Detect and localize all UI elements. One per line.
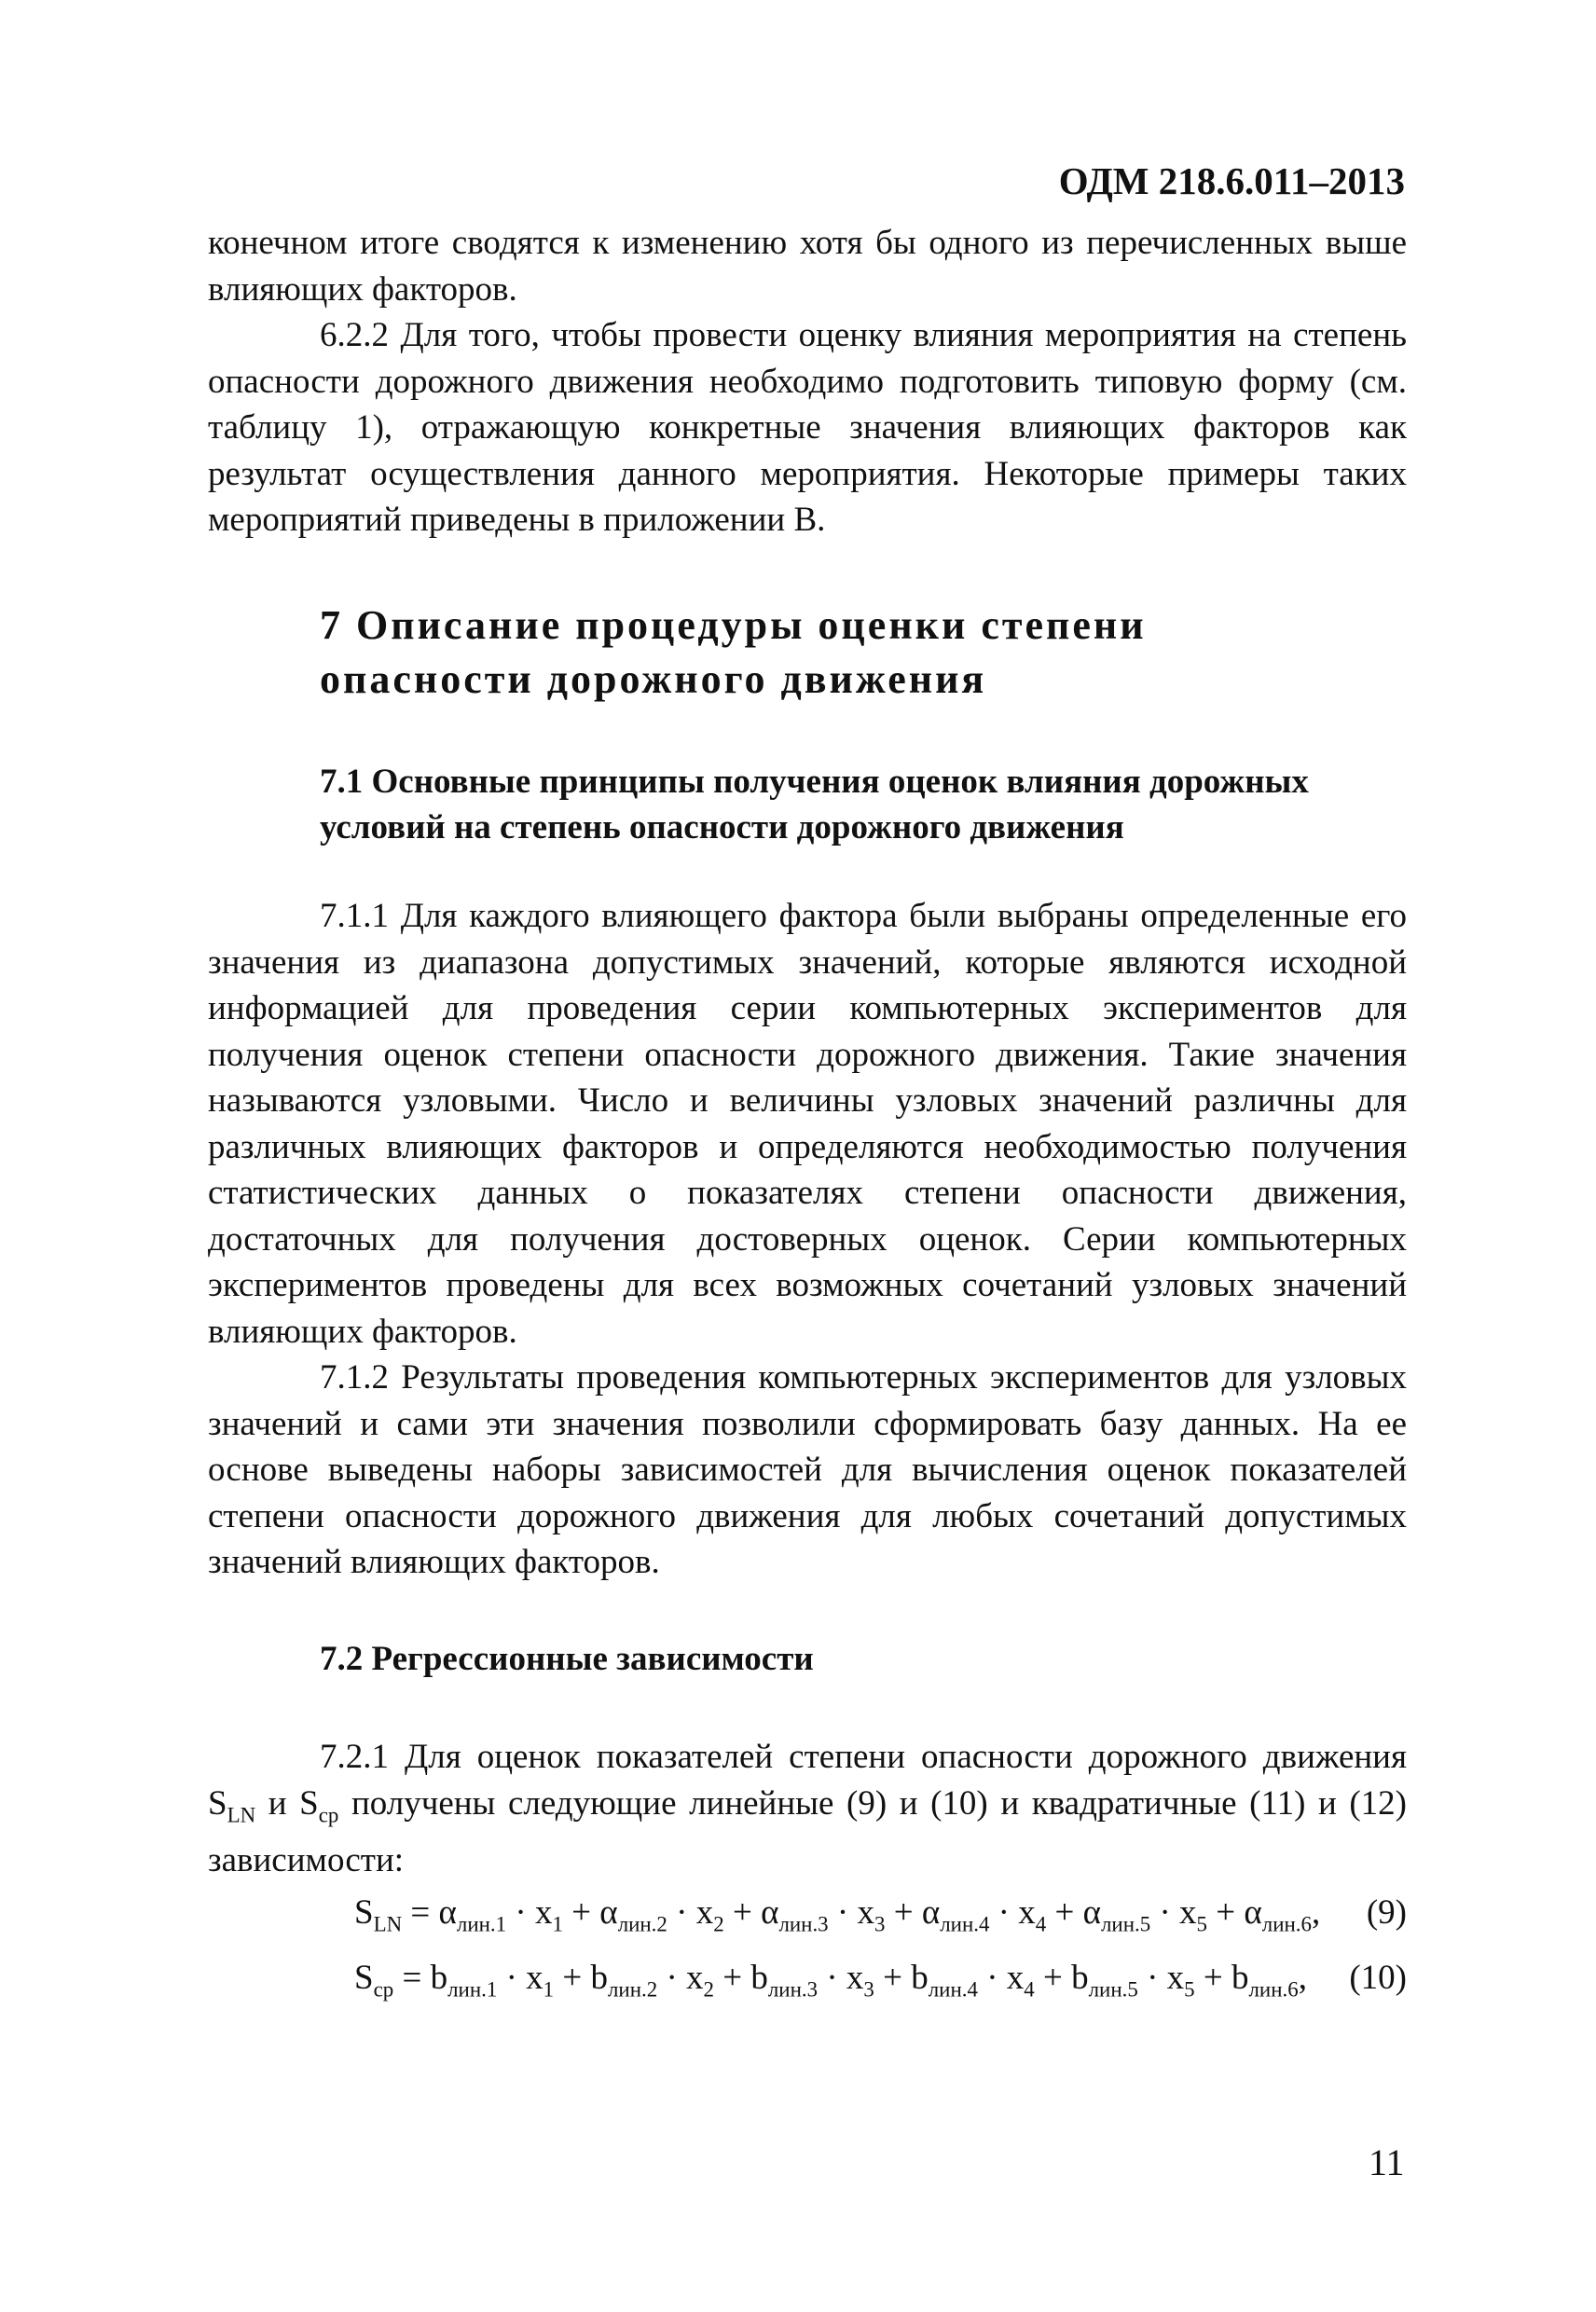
- intro-paragraph-1: конечном итоге сводятся к изменению хотя бы одного из перечисленных выше влияющих факторов.: [208, 224, 1407, 309]
- formula-coefficient-sub: лин.6: [1261, 1912, 1312, 1936]
- formula-coefficient-sub: лин.6: [1248, 1977, 1299, 2002]
- formula-variable-index: 5: [1184, 1977, 1195, 2002]
- formula-variable-index: 2: [713, 1912, 724, 1936]
- formula-coefficient: b: [911, 1959, 929, 1997]
- section-7-2-body: [208, 1734, 1407, 1884]
- formula-coefficient-sub: лин.2: [617, 1912, 667, 1936]
- formula-coefficient: b: [1231, 1959, 1249, 1997]
- section-7-heading-line-2: опасности дорожного движения: [320, 656, 987, 702]
- formula-variable-index: 3: [874, 1912, 886, 1936]
- formula-coefficient: α: [761, 1893, 779, 1932]
- section-7-1-heading: 7.1 Основные принципы получения оценок влияния дорожных условий на степень опасности дорожного движения: [320, 763, 1309, 846]
- formula-coefficient-sub: лин.5: [1100, 1912, 1151, 1936]
- section-7-1-body: [208, 893, 1407, 1586]
- formula-lhs: S: [354, 1893, 374, 1932]
- formula-coefficient-sub: лин.2: [607, 1977, 658, 2002]
- formula-10: $S_{ср} = b_{лин.1} \cdot x_1 + b_{лин.2} \cdot x_2 + b_{лин.3} \cdot x_3 + b_{лин.4} \cdot x_4 + b_{лин.5} \cdot x_5 + b_{лин.6}$, (10): [354, 1959, 1407, 2002]
- formula-coefficient: α: [921, 1893, 941, 1932]
- formula-coefficient: α: [438, 1893, 457, 1932]
- formula-variable-index: 1: [543, 1977, 555, 2002]
- formula-coefficient-sub: лин.4: [940, 1912, 990, 1936]
- document-code: ОДМ 218.6.011–2013: [1058, 159, 1405, 202]
- formula-coefficient-sub: лин.4: [928, 1977, 978, 2002]
- formula-coefficient: α: [1082, 1893, 1101, 1932]
- formula-lhs-sub: ср: [373, 1977, 394, 2002]
- paragraph-7-1-2: 7.1.2 Результаты проведения компьютерных экспериментов для узловых значений и сами эти значения позволили сформировать базу данных. На ее основе выведены наборы зависимостей для вычисления оценок показателей степени опасности дорожного движения для любых сочетаний допустимых значений влияющих факторов.: [208, 1358, 1407, 1581]
- formula-coefficient-sub: лин.3: [778, 1912, 829, 1936]
- formula-coefficient: b: [750, 1959, 768, 1997]
- formula-9: $S_{LN} = \alpha_{лин.1} \cdot x_1 + \alpha_{лин.2} \cdot x_2 + \alpha_{лин.3} \cdot x_3 + \alpha_{лин.4} \cdot x_4 + \alpha_{лин.5} \cdot x_5 + \alpha_{лин.6}$, (9): [354, 1893, 1407, 1936]
- formula-lhs: S: [354, 1959, 374, 1997]
- formula-number: (10): [1349, 1959, 1407, 1997]
- formula-variable-index: 4: [1035, 1912, 1047, 1936]
- page-number: 11: [1369, 2141, 1405, 2183]
- formula-coefficient: b: [590, 1959, 608, 1997]
- intro-text: [208, 220, 1407, 544]
- formula-lhs-sub: LN: [373, 1912, 403, 1936]
- formula-variable-index: 5: [1196, 1912, 1207, 1936]
- formula-coefficient-sub: лин.3: [767, 1977, 819, 2002]
- formula-variable-index: 1: [552, 1912, 563, 1936]
- formula-coefficient: α: [599, 1893, 618, 1932]
- section-7-heading-line-1: 7 Описание процедуры оценки степени: [320, 602, 1147, 648]
- paragraph-7-2-1: 7.2.1 Для оценок показателей степени опасности дорожного движения $S_{LN}$ и $S_{ср}$ получены следующие линейные (9) и (10) и квадратичные (11) и (12) зависимости:: [208, 1738, 1407, 1880]
- formula-coefficient-sub: лин.5: [1088, 1977, 1138, 2002]
- section-7-2-heading: 7.2 Регрессионные зависимости: [320, 1640, 814, 1678]
- formula-variable-index: 2: [703, 1977, 714, 2002]
- section-7-heading: [320, 599, 1147, 707]
- formula-coefficient-sub: лин.1: [447, 1977, 498, 2002]
- formula-coefficient-sub: лин.1: [456, 1912, 507, 1936]
- formula-coefficient: α: [1244, 1893, 1262, 1932]
- intro-paragraph-2: 6.2.2 Для того, чтобы провести оценку влияния мероприятия на степень опасности дорожного движения необходимо подготовить типовую форму (см. таблицу 1), отражающую конкретные значения влияющих факторов как результат осуществления данного мероприятия. Некоторые примеры таких мероприятий приведены в приложении В.: [208, 316, 1407, 539]
- formula-coefficient: b: [430, 1959, 448, 1997]
- paragraph-7-1-1: 7.1.1 Для каждого влияющего фактора были выбраны определенные его значения из диапазона допустимых значений, которые являются исходной информацией для проведения серии компьютерных экспериментов для получения оценок степени опасности дорожного движения. Такие значения называются узловыми. Число и величины узловых значений различны для различных влияющих факторов и определяются необходимостью получения статистических данных о показателях степени опасности движения, достаточных для получения достоверных оценок. Серии компьютерных экспериментов проведены для всех возможных сочетаний узловых значений влияющих факторов.: [208, 897, 1407, 1351]
- formula-number: (9): [1366, 1893, 1407, 1932]
- formula-coefficient: b: [1071, 1959, 1089, 1997]
- formula-variable-index: 3: [863, 1977, 874, 2002]
- formula-variable-index: 4: [1024, 1977, 1035, 2002]
